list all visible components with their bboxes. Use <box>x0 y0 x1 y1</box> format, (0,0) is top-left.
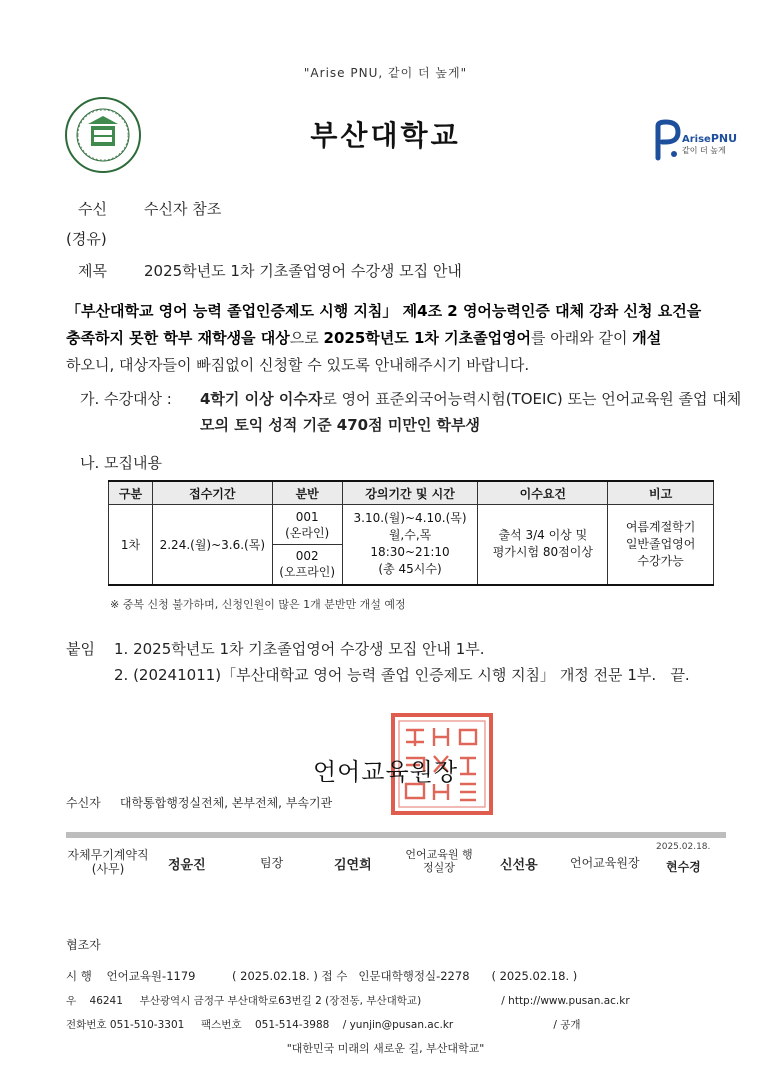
subject-value: 2025학년도 1차 기초졸업영어 수강생 모집 안내 <box>144 262 462 280</box>
remark-line-3: 수강가능 <box>637 553 684 568</box>
attachment-end: 끝. <box>670 666 690 684</box>
cell-remark <box>608 505 714 585</box>
exec-label: 시 행 <box>66 969 92 983</box>
receivers-value: 대학통합행정실전체, 본부전체, 부속기관 <box>119 796 333 810</box>
sign-name-1: 정윤진 <box>168 858 206 873</box>
target-text-1: 로 영어 표준외국어능력시험(TOEIC) 또는 언어교육원 졸업 대체 <box>322 390 742 408</box>
cooperator-label: 협조자 <box>66 938 101 952</box>
lecture-line-2: 월,수,목 <box>388 528 432 543</box>
body-bold-a: 「부산대학교 영어 능력 졸업인증제도 시행 지침」 제4조 2 영어능력인증 대체 강좌 신청 요건을 <box>66 302 702 320</box>
slogan: "Arise PNU, 같이 더 높게" <box>303 66 468 80</box>
header-lecture: 강의기간 및 시간 <box>342 481 478 505</box>
class-2-type: (오프라인) <box>279 565 336 580</box>
subject-label: 제목 <box>78 262 107 280</box>
lecture-line-3: 18:30~21:10 <box>370 545 450 560</box>
sign-name-4: 현수경 <box>666 860 701 874</box>
target-line-2 <box>200 414 480 435</box>
receivers-row <box>66 794 332 811</box>
body-text-c: 으로 <box>289 329 324 347</box>
via-label: (경유) <box>66 230 107 248</box>
requirement-line-2: 평가시험 80점이상 <box>492 545 593 560</box>
lecture-line-1: 3.10.(월)~4.10.(목) <box>353 511 467 526</box>
contact-row <box>66 1017 581 1032</box>
body-line-3 <box>66 352 726 379</box>
target-line-1 <box>200 388 742 409</box>
body-text-e: 를 아래와 같이 <box>531 329 633 347</box>
class-2-no: 002 <box>295 549 319 564</box>
body-bold-d: 2025학년도 1차 기초졸업영어 <box>323 329 532 347</box>
recv-date: ( 2025.02.18. ) <box>491 969 578 983</box>
recipient-row <box>66 198 221 219</box>
logo-sub: 같이 더 높게 <box>682 146 726 155</box>
recv-label: 접 수 <box>321 969 348 983</box>
recv-no: 인문대학행정실-2278 <box>358 969 470 983</box>
sign-role-2: 팀장 <box>260 856 284 870</box>
table-row <box>109 505 714 545</box>
body-line-2 <box>66 325 726 352</box>
sign-role-1: 자체무기계약직(사무) <box>67 848 149 876</box>
cell-requirement <box>478 505 608 585</box>
recruitment-table <box>108 480 714 586</box>
body-paragraph <box>66 298 726 379</box>
execution-row <box>66 968 577 984</box>
address: 부산광역시 금정구 부산대학로63번길 2 (장전동, 부산대학교) <box>139 995 422 1007</box>
header-period: 접수기간 <box>152 481 272 505</box>
header-remark: 비고 <box>608 481 714 505</box>
attachments-label: 붙임 <box>66 640 95 658</box>
divider-bar <box>66 832 726 838</box>
header-category: 구분 <box>109 481 153 505</box>
footer-motto: "대한민국 미래의 새로운 길, 부산대학교" <box>286 1042 485 1055</box>
recipient-label: 수신 <box>78 200 107 218</box>
table-header-row <box>109 481 714 505</box>
addr-label: 우 <box>66 995 77 1007</box>
header-class: 분반 <box>272 481 342 505</box>
body-bold-f: 개설 <box>632 329 662 347</box>
sign-name-2: 김연희 <box>334 858 372 873</box>
exec-no: 언어교육원-1179 <box>106 969 196 983</box>
cell-term: 1차 <box>109 505 153 585</box>
arise-pnu-logo-icon <box>652 118 682 162</box>
sign-role-3: 언어교육원 행정실장 <box>405 848 473 874</box>
content-label: 나. 모집내용 <box>80 454 162 472</box>
subject-row <box>66 260 462 281</box>
disclosure: / 공개 <box>553 1019 581 1031</box>
cell-class-2 <box>272 545 342 585</box>
body-line-1 <box>66 298 726 325</box>
body-text-g: 하오니, 대상자들이 빠짐없이 신청할 수 있도록 안내해주시기 바랍니다. <box>66 356 530 374</box>
sign-role-4: 언어교육원장 <box>570 856 640 870</box>
zip-code: 46241 <box>89 995 123 1007</box>
header-requirement: 이수요건 <box>478 481 608 505</box>
class-1-type: (온라인) <box>285 525 330 540</box>
fax-label: 팩스번호 <box>201 1019 242 1031</box>
address-row <box>66 993 630 1008</box>
via-row <box>66 228 107 249</box>
arise-pnu-logo <box>652 118 738 162</box>
attachment-1: 1. 2025학년도 1차 기초졸업영어 수강생 모집 안내 1부. <box>114 640 485 658</box>
cell-period: 2.24.(월)~3.6.(목) <box>152 505 272 585</box>
attachment-2-text: 2. (20241011)「부산대학교 영어 능력 졸업 인증제도 시행 지침」 개정 전문 1부. <box>114 666 657 684</box>
homepage-link[interactable]: / http://www.pusan.ac.kr <box>501 995 630 1007</box>
tel-label: 전화번호 <box>66 1019 107 1031</box>
logo-brand: ArisePNU <box>682 132 738 145</box>
exec-date: ( 2025.02.18. ) <box>232 969 318 983</box>
recipient-value: 수신자 참조 <box>144 200 222 218</box>
attachment-2 <box>114 664 690 685</box>
remark-line-1: 여름계절학기 <box>625 519 696 534</box>
body-bold-b: 충족하지 못한 학부 재학생을 대상 <box>66 329 290 347</box>
target-bold-1: 4학기 이상 이수자 <box>200 390 323 408</box>
tel: 051-510-3301 <box>109 1019 185 1031</box>
university-name: 부산대학교 <box>310 119 461 152</box>
table-note: ※ 중복 신청 불가하며, 신청인원이 많은 1개 분반만 개설 예정 <box>110 598 406 611</box>
sender-name: 언어교육원장 <box>312 758 459 786</box>
fax: 051-514-3988 <box>254 1019 330 1031</box>
cell-lecture <box>342 505 478 585</box>
cell-class-1 <box>272 505 342 545</box>
email-link[interactable]: / yunjin@pusan.ac.kr <box>342 1019 454 1031</box>
remark-line-2: 일반졸업영어 <box>625 536 696 551</box>
lecture-line-4: (총 45시수) <box>378 562 442 577</box>
target-bold-2: 모의 토익 성적 기준 470점 미만인 학부생 <box>200 416 480 434</box>
target-label: 가. 수강대상 : <box>80 390 172 408</box>
sign-name-3: 신선용 <box>500 858 538 873</box>
sign-date-4: 2025.02.18. <box>656 842 711 852</box>
receivers-label: 수신자 <box>66 796 101 810</box>
requirement-line-1: 출석 3/4 이상 및 <box>498 528 588 543</box>
class-1-no: 001 <box>295 509 319 524</box>
